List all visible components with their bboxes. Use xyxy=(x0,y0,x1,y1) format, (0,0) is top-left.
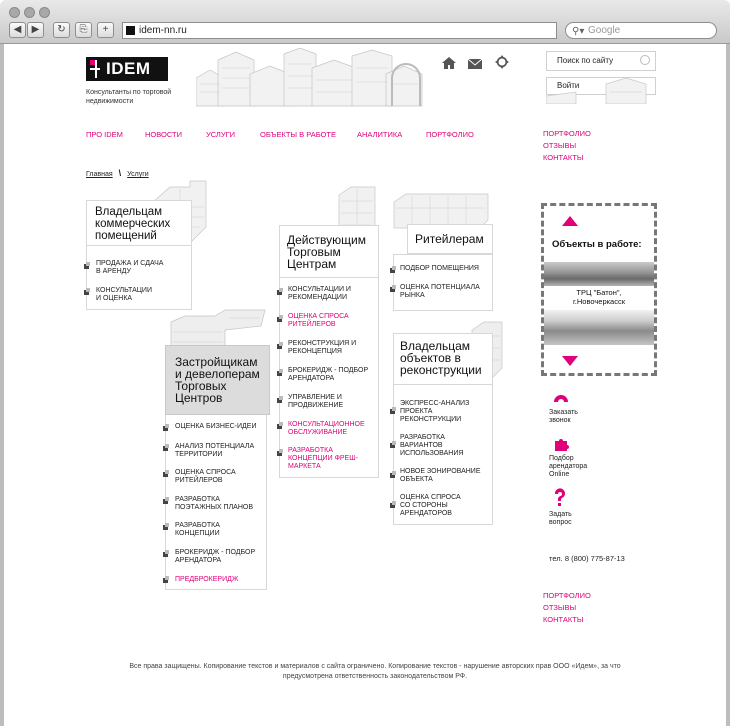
developers-item-0[interactable]: ОЦЕНКА БИЗНЕС-ИДЕИ xyxy=(175,423,257,430)
right-link-contacts[interactable]: КОНТАКТЫ xyxy=(543,153,584,162)
site-search-placeholder: Поиск по сайту xyxy=(557,56,614,65)
breadcrumb-separator: \ xyxy=(118,168,122,178)
phone-number: тел. 8 (800) 775-87-13 xyxy=(549,554,625,563)
current-tc-item-2[interactable]: РЕКОНСТРУКЦИЯ И РЕКОНЦЕПЦИЯ xyxy=(288,340,357,355)
reconstruction-item-2[interactable]: НОВОЕ ЗОНИРОВАНИЕ ОБЪЕКТА xyxy=(400,468,481,483)
browser-search-input[interactable] xyxy=(565,22,717,39)
close-window-icon[interactable] xyxy=(9,7,20,18)
building-sketch-decoration xyxy=(546,74,656,104)
bullet-icon xyxy=(163,446,168,451)
address-bar[interactable] xyxy=(122,22,557,39)
order-call-link[interactable]: Заказать звонок xyxy=(549,409,578,424)
nav-item-portfolio[interactable]: ПОРТФОЛИО xyxy=(426,130,474,139)
search-icon: ⚲▾ xyxy=(572,26,585,37)
bottom-link-contacts[interactable]: КОНТАКТЫ xyxy=(543,615,584,624)
reconstruction-item-0[interactable]: ЭКСПРЕСС-АНАЛИЗ ПРОЕКТА РЕКОНСТРУКЦИИ xyxy=(400,400,470,423)
bullet-icon xyxy=(390,443,395,448)
right-link-reviews[interactable]: ОТЗЫВЫ xyxy=(543,141,577,150)
object-caption[interactable]: ТРЦ "Батон", г.Новочеркасск xyxy=(572,288,626,306)
browser-chrome xyxy=(0,0,730,44)
forward-button[interactable]: ▶ xyxy=(27,22,44,38)
object-photo[interactable] xyxy=(544,262,654,286)
favicon-icon xyxy=(126,26,135,35)
carousel-up-arrow-icon[interactable] xyxy=(562,216,578,226)
login-label: Войти xyxy=(557,81,580,90)
bullet-icon xyxy=(390,287,395,292)
window-left-edge xyxy=(0,44,4,726)
developers-item-6[interactable]: ПРЕДБРОКЕРИДЖ xyxy=(175,576,239,583)
bullet-icon xyxy=(84,290,89,295)
bullet-icon xyxy=(277,424,282,429)
retailers-item-0[interactable]: ПОДБОР ПОМЕЩЕНИЯ xyxy=(400,265,479,272)
developers-item-3[interactable]: РАЗРАБОТКА ПОЭТАЖНЫХ ПЛАНОВ xyxy=(175,496,254,511)
bullet-icon xyxy=(277,344,282,349)
ask-question-link[interactable]: Задать вопрос xyxy=(549,511,572,526)
right-nav-links xyxy=(543,128,591,164)
city-sketch-decoration xyxy=(196,48,424,108)
owners-title[interactable]: Владельцам коммерческих помещений xyxy=(95,206,171,242)
retailers-list-box xyxy=(393,254,493,311)
developers-item-4[interactable]: РАЗРАБОТКА КОНЦЕПЦИИ xyxy=(175,522,220,537)
current-tc-title[interactable]: Действующим Торговым Центрам xyxy=(287,233,366,271)
nav-item-services[interactable]: УСЛУГИ xyxy=(206,130,236,139)
bottom-right-links xyxy=(543,590,591,626)
question-icon[interactable] xyxy=(553,488,567,508)
breadcrumb-current[interactable]: Услуги xyxy=(127,171,149,178)
reconstruction-item-1[interactable]: РАЗРАБОТКА ВАРИАНТОВ ИСПОЛЬЗОВАНИЯ xyxy=(400,434,464,457)
nav-item-news[interactable]: НОВОСТИ xyxy=(145,130,182,139)
breadcrumb xyxy=(86,168,149,178)
developers-item-2[interactable]: ОЦЕНКА СПРОСА РИТЕЙЛЕРОВ xyxy=(175,469,236,484)
reconstruction-title[interactable]: Владельцам объектов в реконструкции xyxy=(400,339,482,377)
objects-carousel xyxy=(541,203,657,376)
logo-text: IDEM xyxy=(106,59,151,78)
owners-item-sale-rent[interactable]: ПРОДАЖА И СДАЧА В АРЕНДУ xyxy=(96,260,164,275)
bullet-icon xyxy=(277,451,282,456)
bullet-icon xyxy=(84,264,89,269)
browser-search-placeholder: Google xyxy=(588,25,621,36)
objects-title: Объекты в работе: xyxy=(552,239,642,250)
current-tc-item-5[interactable]: КОНСУЛЬТАЦИОННОЕ ОБСЛУЖИВАНИЕ xyxy=(288,421,365,436)
bullet-icon xyxy=(390,268,395,273)
right-link-portfolio[interactable]: ПОРТФОЛИО xyxy=(543,129,591,138)
bullet-icon xyxy=(163,552,168,557)
footer-copyright: Все права защищены. Копирование текстов и материалов с сайта ограничено. Копирование текстов - нарушение авторских прав ООО «Идем», за что предусмотрена ответственность законодательством РФ. xyxy=(129,663,621,680)
home-icon[interactable] xyxy=(441,56,457,70)
bullet-icon xyxy=(163,525,168,530)
logo-mark-icon xyxy=(90,60,100,78)
back-button[interactable]: ◀ xyxy=(9,22,26,38)
bullet-icon xyxy=(277,398,282,403)
bullet-icon xyxy=(163,426,168,431)
developers-title[interactable]: Застройщикам и девелоперам Торговых Центров xyxy=(175,355,260,405)
address-url: idem-nn.ru xyxy=(139,25,187,36)
retailers-item-1[interactable]: ОЦЕНКА ПОТЕНЦИАЛА РЫНКА xyxy=(400,284,480,299)
object-photo-next[interactable] xyxy=(544,310,654,345)
nav-item-analytics[interactable]: АНАЛИТИКА xyxy=(357,130,403,139)
nav-item-about[interactable]: ПРО IDEM xyxy=(86,130,123,139)
idem-logo[interactable] xyxy=(86,57,168,81)
current-tc-item-3[interactable]: БРОКЕРИДЖ - ПОДБОР АРЕНДАТОРА xyxy=(288,367,369,382)
minimize-window-icon[interactable] xyxy=(24,7,35,18)
puzzle-icon[interactable] xyxy=(553,436,569,452)
nav-item-objects[interactable]: ОБЪЕКТЫ В РАБОТЕ xyxy=(260,130,336,139)
reconstruction-item-3[interactable]: ОЦЕНКА СПРОСА СО СТОРОНЫ АРЕНДАТОРОВ xyxy=(400,494,461,517)
bullet-icon xyxy=(390,473,395,478)
bullet-icon xyxy=(163,472,168,477)
tagline: Консультанты по торговой недвижимости xyxy=(86,89,172,105)
developers-item-5[interactable]: БРОКЕРИДЖ - ПОДБОР АРЕНДАТОРА xyxy=(175,549,256,564)
tenant-online-link[interactable]: Подбор арендатора Online xyxy=(549,455,588,478)
add-bookmark-button[interactable]: + xyxy=(97,22,114,38)
developers-item-1[interactable]: АНАЛИЗ ПОТЕНЦИАЛА ТЕРРИТОРИИ xyxy=(175,443,255,458)
mail-icon[interactable] xyxy=(467,57,483,71)
bullet-icon xyxy=(390,409,395,414)
carousel-down-arrow-icon[interactable] xyxy=(562,356,578,366)
current-tc-item-1[interactable]: ОЦЕНКА СПРОСА РИТЕЙЛЕРОВ xyxy=(288,313,349,328)
bottom-link-portfolio[interactable]: ПОРТФОЛИО xyxy=(543,591,591,600)
bottom-link-reviews[interactable]: ОТЗЫВЫ xyxy=(543,603,577,612)
zoom-window-icon[interactable] xyxy=(39,7,50,18)
snapback-button[interactable]: ⎘ xyxy=(75,22,92,38)
owners-item-consult[interactable]: КОНСУЛЬТАЦИИ И ОЦЕНКА xyxy=(96,287,152,302)
search-icon[interactable] xyxy=(640,55,650,65)
bullet-icon xyxy=(390,503,395,508)
bullet-icon xyxy=(163,578,168,583)
breadcrumb-home[interactable]: Главная xyxy=(86,171,113,178)
bullet-icon xyxy=(277,317,282,322)
sitemap-icon[interactable] xyxy=(494,55,510,69)
phone-callback-icon[interactable] xyxy=(553,390,569,404)
bullet-icon xyxy=(277,290,282,295)
reload-button[interactable]: ↻ xyxy=(53,22,70,38)
current-tc-item-4[interactable]: УПРАВЛЕНИЕ И ПРОДВИЖЕНИЕ xyxy=(288,394,344,409)
bullet-icon xyxy=(277,371,282,376)
window-right-edge xyxy=(726,44,730,726)
site-search-input[interactable] xyxy=(546,51,656,71)
current-tc-item-6[interactable]: РАЗРАБОТКА КОНЦЕПЦИИ ФРЕШ- МАРКЕТА xyxy=(288,447,358,470)
bullet-icon xyxy=(163,499,168,504)
retailers-title[interactable]: Ритейлерам xyxy=(415,232,484,246)
current-tc-item-0[interactable]: КОНСУЛЬТАЦИИ И РЕКОМЕНДАЦИИ xyxy=(288,286,351,301)
